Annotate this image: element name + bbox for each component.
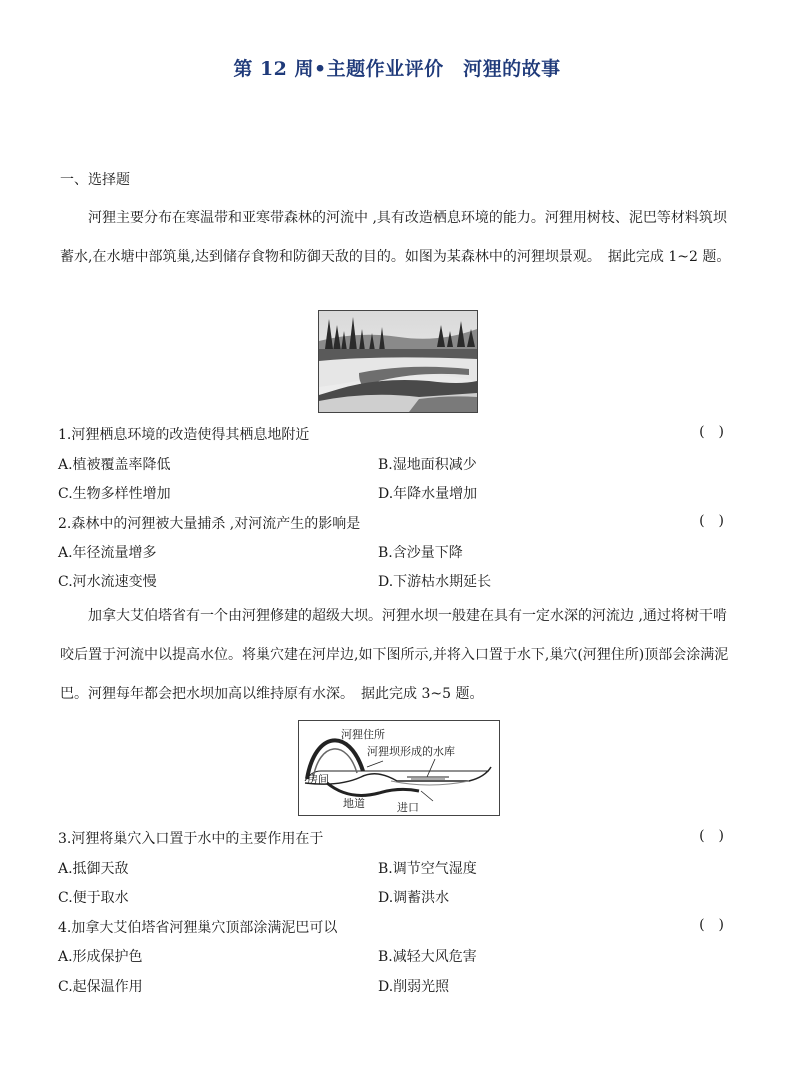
option: A.植被覆盖率降低 xyxy=(58,457,171,473)
passage-2: 加拿大艾伯塔省有一个由河狸修建的超级大坝。河狸水坝一般建在具有一定水深的河流边 ,通过将树干啃咬后置于河流中以提高水位。将巢穴建在河岸边,如下图所示,并将入口置于水下,巢穴(河狸住所)顶部会涂满泥巴。河狸每年都会把水坝加高以维持原有水深。 据此完成 3~5 题。 xyxy=(60,608,729,702)
question-1 xyxy=(58,424,740,444)
question-stem: 3.河狸将巢穴入口置于水中的主要作用在于 xyxy=(58,831,324,847)
room-label: 房间 xyxy=(307,773,329,786)
option: D.调蓄洪水 xyxy=(378,890,450,906)
question-2 xyxy=(58,513,740,533)
question-stem: 4.加拿大艾伯塔省河狸巢穴顶部涂满泥巴可以 xyxy=(58,920,338,936)
option: C.生物多样性增加 xyxy=(58,486,171,502)
beaver-lodge-diagram xyxy=(298,720,500,816)
option: B.调节空气湿度 xyxy=(378,861,477,877)
section-heading: 一、选择题 xyxy=(60,172,130,188)
option: A.年径流量增多 xyxy=(58,545,157,561)
option: A.抵御天敌 xyxy=(58,861,129,877)
question-stem: 1.河狸栖息环境的改造使得其栖息地附近 xyxy=(58,427,310,443)
answer-blank: () xyxy=(699,917,738,933)
answer-blank: () xyxy=(699,513,738,529)
question-4 xyxy=(58,917,740,937)
option: B.湿地面积减少 xyxy=(378,457,477,473)
beaver-dam-photo-image xyxy=(319,311,477,412)
answer-blank: () xyxy=(699,424,738,440)
option: D.下游枯水期延长 xyxy=(378,574,492,590)
entrance-label: 进口 xyxy=(397,801,419,814)
option: A.形成保护色 xyxy=(58,949,143,965)
option: C.便于取水 xyxy=(58,890,129,906)
option: C.起保温作用 xyxy=(58,979,143,995)
question-stem: 2.森林中的河狸被大量捕杀 ,对河流产生的影响是 xyxy=(58,516,361,532)
option: D.削弱光照 xyxy=(378,979,450,995)
lodge-label: 河狸住所 xyxy=(341,728,385,741)
option: B.减轻大风危害 xyxy=(378,949,477,965)
reservoir-label: 河狸坝形成的水库 xyxy=(367,745,455,758)
answer-blank: () xyxy=(699,828,738,844)
beaver-dam-photo xyxy=(318,310,478,413)
page-title: 第 12 周•主题作业评价 河狸的故事 xyxy=(233,58,561,80)
option: D.年降水量增加 xyxy=(378,486,478,502)
option: C.河水流速变慢 xyxy=(58,574,157,590)
question-3 xyxy=(58,828,740,848)
option: B.含沙量下降 xyxy=(378,545,463,561)
tunnel-label: 地道 xyxy=(343,797,365,810)
passage-1: 河狸主要分布在寒温带和亚寒带森林的河流中 ,具有改造栖息环境的能力。河狸用树枝、泥巴等材料筑坝蓄水,在水塘中部筑巢,达到储存食物和防御天敌的目的。如图为某森林中的河狸坝景观。 据此完成 1~2 题。 xyxy=(60,210,731,265)
